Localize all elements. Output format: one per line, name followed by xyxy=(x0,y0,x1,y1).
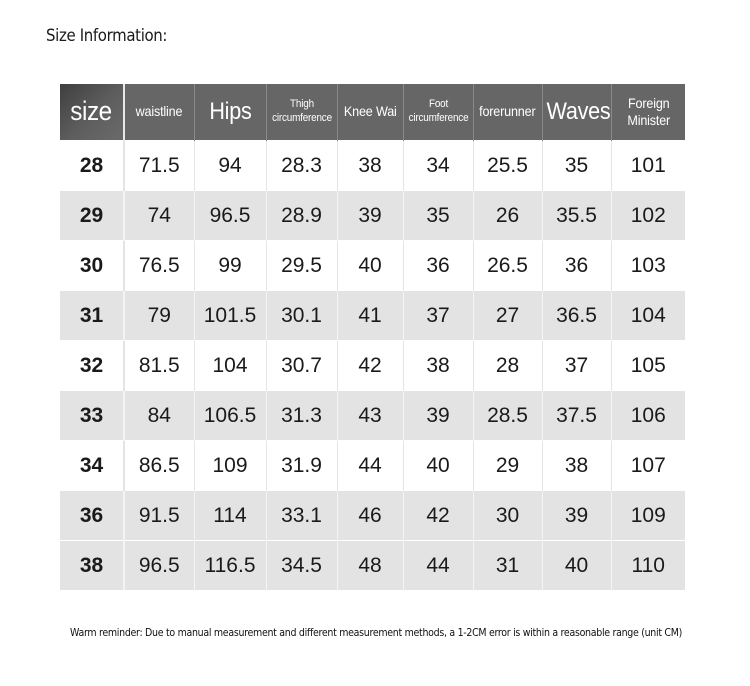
size-cell: 28 xyxy=(60,141,124,191)
table-row xyxy=(60,491,685,541)
table-row xyxy=(60,241,685,291)
table-cell: 33.1 xyxy=(266,491,337,541)
table-cell: 94 xyxy=(194,141,266,191)
column-header-thigh: Thigh circumference xyxy=(266,84,337,141)
column-header-forerunner: forerunner xyxy=(473,84,542,141)
column-header-waves: Waves xyxy=(542,84,611,141)
table-row xyxy=(60,441,685,491)
table-row xyxy=(60,541,685,591)
measurement-reminder: Warm reminder: Due to manual measurement and different measurement methods, a 1-2CM error is within a reasonable range (unit CM) xyxy=(70,626,682,639)
table-cell: 36 xyxy=(403,241,473,291)
table-cell: 38 xyxy=(337,141,403,191)
table-cell: 36.5 xyxy=(542,291,611,341)
table-cell: 44 xyxy=(337,441,403,491)
table-cell: 28.9 xyxy=(266,191,337,241)
table-cell: 30 xyxy=(473,491,542,541)
table-cell: 41 xyxy=(337,291,403,341)
table-cell: 28.3 xyxy=(266,141,337,191)
table-cell: 28.5 xyxy=(473,391,542,441)
table-cell: 37 xyxy=(403,291,473,341)
column-header-size: size xyxy=(60,84,124,141)
table-header-row xyxy=(60,84,685,141)
column-header-foot: Foot circumference xyxy=(403,84,473,141)
column-header-foreign-minister: Foreign Minister xyxy=(611,84,685,141)
table-row xyxy=(60,141,685,191)
size-cell: 33 xyxy=(60,391,124,441)
table-cell: 36 xyxy=(542,241,611,291)
table-cell: 91.5 xyxy=(124,491,194,541)
table-cell: 48 xyxy=(337,541,403,591)
column-header-hips: Hips xyxy=(194,84,266,141)
table-cell: 114 xyxy=(194,491,266,541)
table-cell: 29.5 xyxy=(266,241,337,291)
table-cell: 27 xyxy=(473,291,542,341)
table-cell: 104 xyxy=(611,291,685,341)
table-cell: 25.5 xyxy=(473,141,542,191)
table-cell: 42 xyxy=(403,491,473,541)
table-cell: 110 xyxy=(611,541,685,591)
table-cell: 35 xyxy=(542,141,611,191)
table-cell: 106 xyxy=(611,391,685,441)
table-row xyxy=(60,291,685,341)
table-row xyxy=(60,341,685,391)
table-cell: 86.5 xyxy=(124,441,194,491)
table-cell: 105 xyxy=(611,341,685,391)
table-cell: 42 xyxy=(337,341,403,391)
table-cell: 31.9 xyxy=(266,441,337,491)
table-cell: 99 xyxy=(194,241,266,291)
table-cell: 109 xyxy=(194,441,266,491)
table-cell: 34.5 xyxy=(266,541,337,591)
table-cell: 109 xyxy=(611,491,685,541)
table-cell: 31.3 xyxy=(266,391,337,441)
table-cell: 40 xyxy=(403,441,473,491)
page-title: Size Information: xyxy=(46,26,168,46)
table-cell: 37.5 xyxy=(542,391,611,441)
table-cell: 26.5 xyxy=(473,241,542,291)
size-cell: 29 xyxy=(60,191,124,241)
size-chart-table xyxy=(60,84,685,590)
table-cell: 37 xyxy=(542,341,611,391)
table-cell: 96.5 xyxy=(124,541,194,591)
table-cell: 46 xyxy=(337,491,403,541)
column-header-knee: Knee Wai xyxy=(337,84,403,141)
size-cell: 32 xyxy=(60,341,124,391)
size-cell: 38 xyxy=(60,541,124,591)
table-cell: 81.5 xyxy=(124,341,194,391)
table-cell: 79 xyxy=(124,291,194,341)
table-cell: 30.7 xyxy=(266,341,337,391)
table-cell: 31 xyxy=(473,541,542,591)
size-cell: 30 xyxy=(60,241,124,291)
table-cell: 106.5 xyxy=(194,391,266,441)
column-header-waistline: waistline xyxy=(124,84,194,141)
table-cell: 39 xyxy=(337,191,403,241)
table-cell: 101 xyxy=(611,141,685,191)
table-cell: 29 xyxy=(473,441,542,491)
table-cell: 35.5 xyxy=(542,191,611,241)
table-cell: 40 xyxy=(542,541,611,591)
table-cell: 40 xyxy=(337,241,403,291)
table-cell: 30.1 xyxy=(266,291,337,341)
table-cell: 104 xyxy=(194,341,266,391)
table-cell: 43 xyxy=(337,391,403,441)
table-cell: 28 xyxy=(473,341,542,391)
size-cell: 36 xyxy=(60,491,124,541)
table-cell: 103 xyxy=(611,241,685,291)
table-cell: 101.5 xyxy=(194,291,266,341)
table-cell: 74 xyxy=(124,191,194,241)
table-cell: 34 xyxy=(403,141,473,191)
table-cell: 26 xyxy=(473,191,542,241)
table-cell: 96.5 xyxy=(194,191,266,241)
table-cell: 44 xyxy=(403,541,473,591)
size-cell: 31 xyxy=(60,291,124,341)
table-cell: 39 xyxy=(542,491,611,541)
table-cell: 76.5 xyxy=(124,241,194,291)
table-cell: 38 xyxy=(542,441,611,491)
table-cell: 71.5 xyxy=(124,141,194,191)
table-cell: 39 xyxy=(403,391,473,441)
table-cell: 84 xyxy=(124,391,194,441)
table-cell: 38 xyxy=(403,341,473,391)
table-cell: 102 xyxy=(611,191,685,241)
table-row xyxy=(60,191,685,241)
table-cell: 35 xyxy=(403,191,473,241)
size-cell: 34 xyxy=(60,441,124,491)
table-row xyxy=(60,391,685,441)
table-cell: 107 xyxy=(611,441,685,491)
table-cell: 116.5 xyxy=(194,541,266,591)
